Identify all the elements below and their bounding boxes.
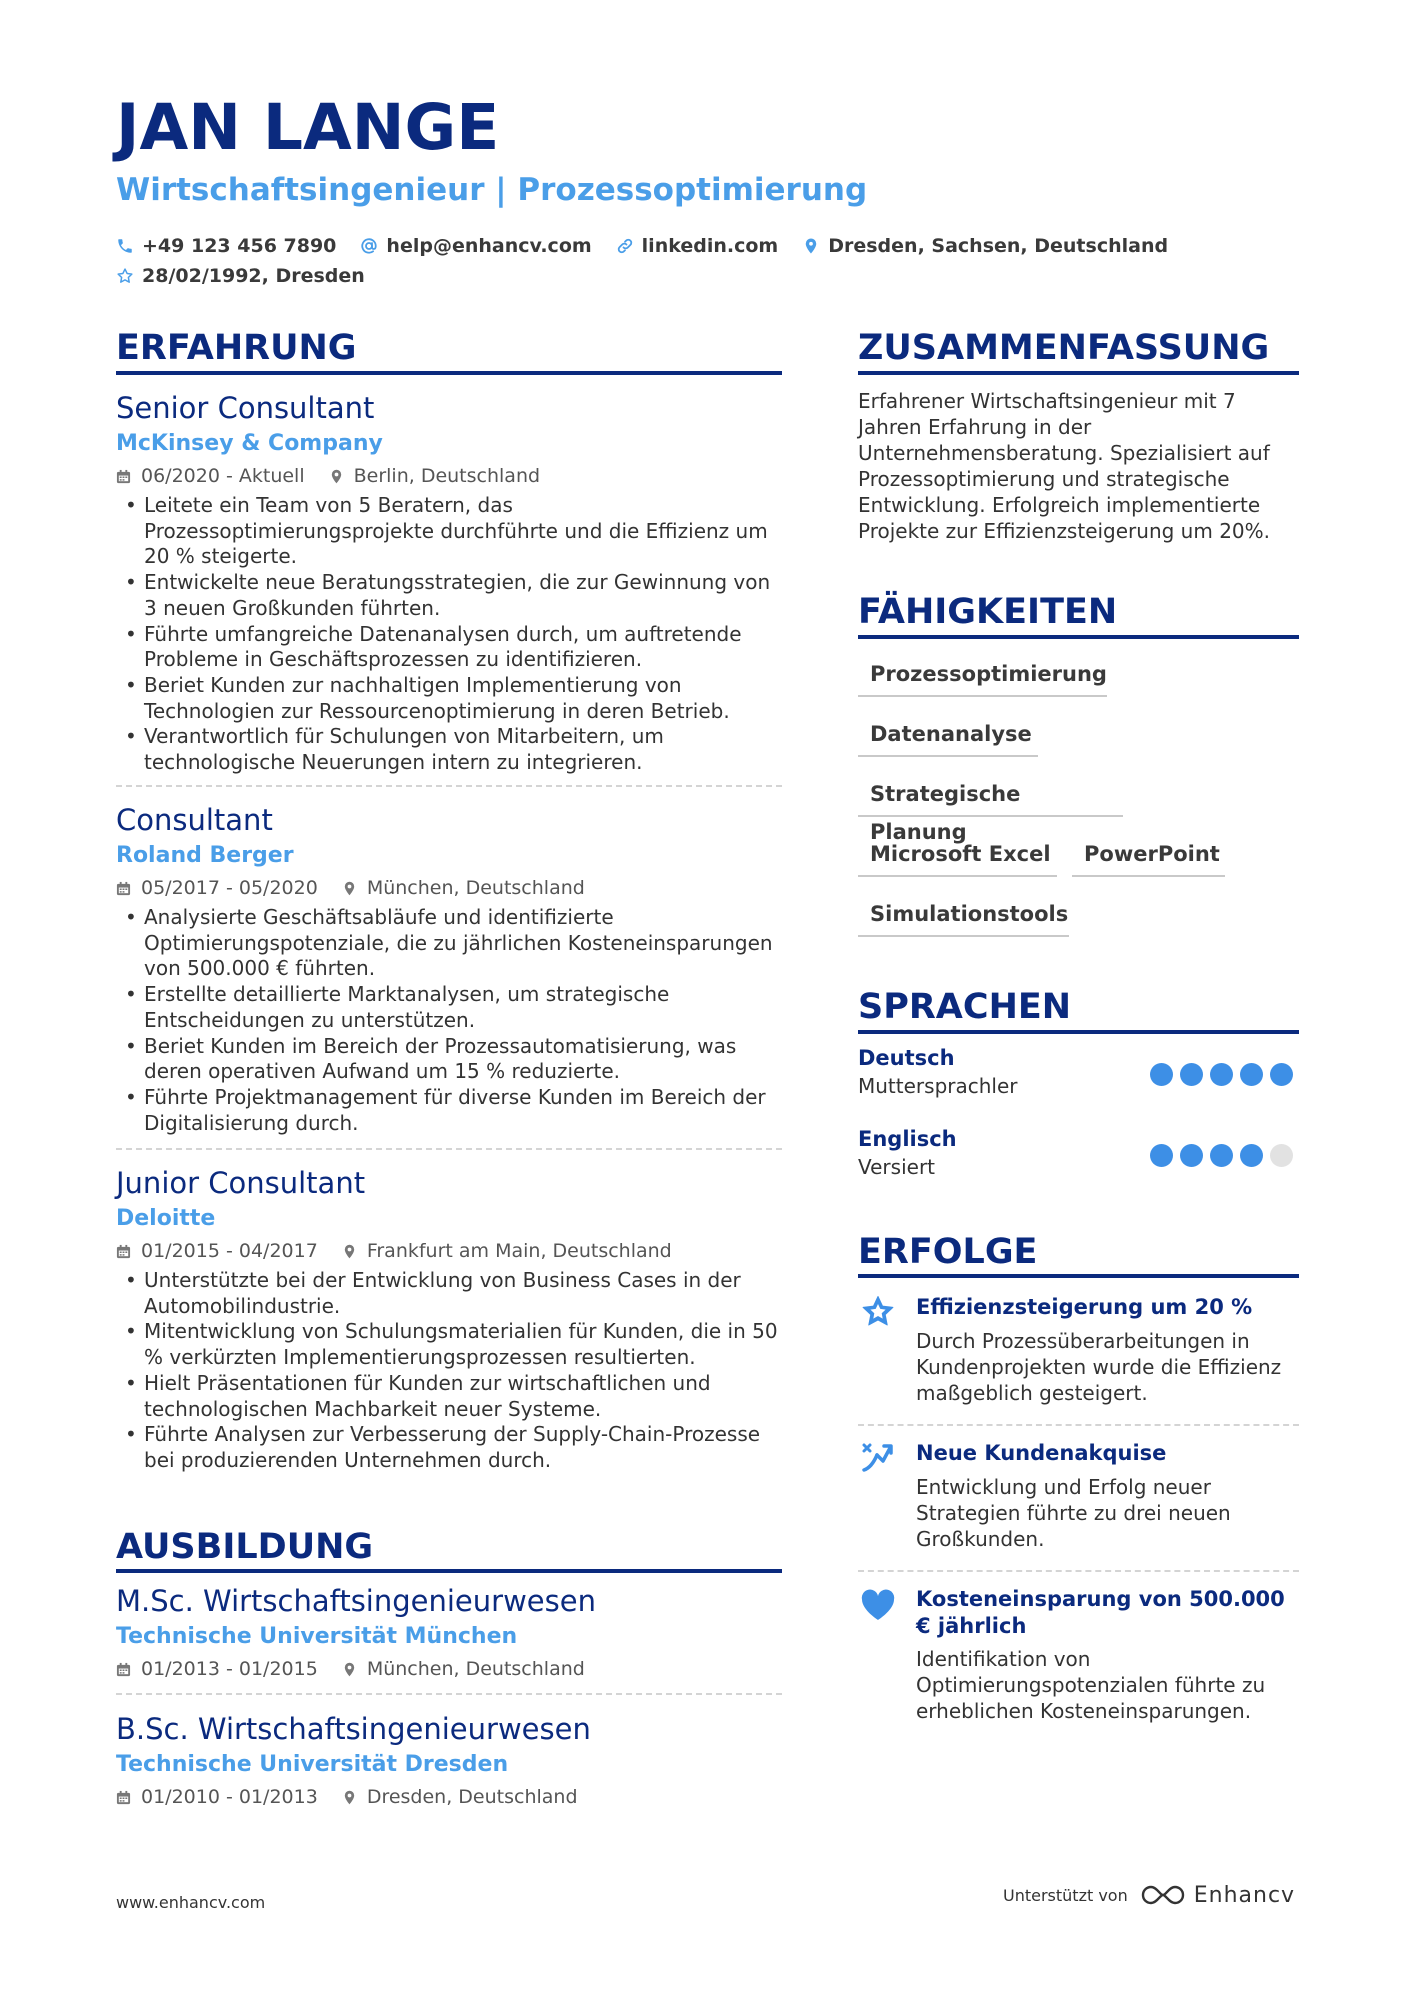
- language-name: Deutsch: [858, 1046, 955, 1070]
- company-name: McKinsey & Company: [116, 431, 383, 456]
- rating-dot: [1240, 1144, 1263, 1167]
- bullet-item: • Führte umfangreiche Datenanalysen durch, um auftretende Probleme in Geschäftsprozessen zu identifizieren.: [116, 622, 782, 673]
- languages-heading: SPRACHEN: [858, 987, 1072, 1027]
- achievement-title: Neue Kundenakquise: [916, 1441, 1167, 1465]
- job-entry: [116, 389, 782, 776]
- location-text: Dresden, Sachsen, Deutschland: [828, 235, 1169, 257]
- job-meta: [116, 1236, 782, 1266]
- achievements-rule: [858, 1274, 1299, 1278]
- rating-dot: [1270, 1063, 1293, 1086]
- experience-heading: ERFAHRUNG: [116, 328, 357, 368]
- calendar-icon: [116, 1244, 131, 1259]
- birth-item: [116, 265, 365, 287]
- school-name: Technische Universität Dresden: [116, 1752, 509, 1777]
- job-meta: [116, 461, 782, 491]
- education-entry: [116, 1582, 782, 1684]
- location-pin-icon: [342, 1790, 357, 1805]
- job-bullets: [116, 905, 782, 1136]
- job-meta: [116, 873, 782, 903]
- rating-dot: [1180, 1144, 1203, 1167]
- rating-dot: [1270, 1144, 1293, 1167]
- location-pin-icon: [342, 1244, 357, 1259]
- skills-heading: FÄHIGKEITEN: [858, 592, 1118, 632]
- education-location: Dresden, Deutschland: [342, 1782, 578, 1812]
- linkedin-text: linkedin.com: [641, 235, 779, 257]
- bullet-item: • Führte Analysen zur Verbesserung der Supply-Chain-Prozesse bei produzierenden Unternehmen durch.: [116, 1422, 782, 1473]
- location-pin-icon: [342, 881, 357, 896]
- bullet-item: • Verantwortlich für Schulungen von Mitarbeitern, um technologische Neuerungen intern zu integrieren.: [116, 724, 782, 775]
- growth-icon: [860, 1440, 896, 1476]
- linkedin-item[interactable]: [616, 235, 779, 257]
- education-location: München, Deutschland: [342, 1654, 585, 1684]
- job-bullets: [116, 1268, 782, 1474]
- location-pin-icon: [329, 469, 344, 484]
- job-dates: 06/2020 - Aktuell: [116, 461, 305, 491]
- bullet-item: • Erstellte detaillierte Marktanalysen, um strategische Entscheidungen zu unterstützen.: [116, 982, 782, 1033]
- birth-text: 28/02/1992, Dresden: [142, 265, 365, 287]
- rating-dot: [1210, 1063, 1233, 1086]
- divider: [116, 1148, 782, 1150]
- education-heading: AUSBILDUNG: [116, 1527, 374, 1567]
- summary-rule: [858, 371, 1299, 375]
- language-rating: [1150, 1144, 1300, 1167]
- achievement-item: [858, 1294, 1298, 1414]
- company-name: Deloitte: [116, 1206, 216, 1231]
- achievement-text: Durch Prozessüberarbeitungen in Kundenprojekten wurde die Effizienz maßgeblich gesteigert.: [916, 1329, 1282, 1405]
- skill-tag: Microsoft Excel: [858, 835, 1057, 877]
- job-bullets: [116, 493, 782, 776]
- email-text: help@enhancv.com: [386, 235, 592, 257]
- language-level: Versiert: [858, 1155, 936, 1179]
- rating-dot: [1180, 1063, 1203, 1086]
- skills-rule: [858, 635, 1299, 639]
- summary-heading: ZUSAMMENFASSUNG: [858, 328, 1270, 368]
- achievement-item: [858, 1586, 1298, 1726]
- bullet-item: • Beriet Kunden im Bereich der Prozessautomatisierung, was deren operativen Aufwand um 15 % reduzierte.: [116, 1034, 782, 1085]
- company-name: Roland Berger: [116, 843, 294, 868]
- divider: [858, 1424, 1299, 1426]
- languages-rule: [858, 1030, 1299, 1034]
- education-rule: [116, 1569, 782, 1573]
- brand-name: Enhancv: [1193, 1882, 1296, 1908]
- contact-info: [116, 231, 1316, 291]
- education-dates: 01/2013 - 01/2015: [116, 1654, 318, 1684]
- location-item: [802, 235, 1168, 257]
- rating-dot: [1240, 1063, 1263, 1086]
- experience-rule: [116, 371, 782, 375]
- bullet-item: • Mitentwicklung von Schulungsmaterialien für Kunden, die in 50 % verkürzten Implementierungsprozessen resultierten.: [116, 1319, 782, 1370]
- skill-tag: Datenanalyse: [858, 715, 1038, 757]
- job-entry: [116, 1164, 782, 1474]
- phone-item: [116, 235, 336, 257]
- bullet-item: • Beriet Kunden zur nachhaltigen Implementierung von Technologien zur Ressourcenoptimierung in deren Betrieb.: [116, 673, 782, 724]
- job-dates: 05/2017 - 05/2020: [116, 873, 318, 903]
- divider: [116, 785, 782, 787]
- job-location: Berlin, Deutschland: [329, 461, 540, 491]
- degree-title: B.Sc. Wirtschaftsingenieurwesen: [116, 1712, 591, 1746]
- job-location: Frankfurt am Main, Deutschland: [342, 1236, 672, 1266]
- education-meta: [116, 1782, 782, 1812]
- at-icon: [360, 237, 378, 255]
- achievement-title: Kosteneinsparung von 500.000 € jährlich: [916, 1587, 1285, 1638]
- language-level: Muttersprachler: [858, 1074, 1018, 1098]
- job-title: Senior Consultant: [116, 391, 375, 425]
- bullet-item: • Analysierte Geschäftsabläufe und identifizierte Optimierungspotenziale, die zu jährlichen Kosteneinsparungen von 500.000 € führten.: [116, 905, 782, 982]
- job-title: Junior Consultant: [116, 1166, 366, 1200]
- heart-icon: [860, 1588, 896, 1624]
- powered-by-text: Unterstützt von: [1003, 1885, 1128, 1905]
- job-location: München, Deutschland: [342, 873, 585, 903]
- education-meta: [116, 1654, 782, 1684]
- footer-brand: [1003, 1882, 1295, 1908]
- bullet-item: • Entwickelte neue Beratungsstrategien, die zur Gewinnung von 3 neuen Großkunden führten.: [116, 570, 782, 621]
- calendar-icon: [116, 1790, 131, 1805]
- summary-text: Erfahrener Wirtschaftsingenieur mit 7 Jahren Erfahrung in der Unternehmensberatung. Spezialisiert auf Prozessoptimierung und strategische Entwicklung. Erfolgreich implementierte Projekte zur Effizienzsteigerung um 20%.: [858, 389, 1271, 543]
- skill-tag: Simulationstools: [858, 895, 1069, 937]
- divider: [858, 1570, 1299, 1572]
- rating-dot: [1150, 1144, 1173, 1167]
- phone-icon: [116, 237, 134, 255]
- education-entry: [116, 1710, 782, 1812]
- language-name: Englisch: [858, 1127, 957, 1151]
- job-dates: 01/2015 - 04/2017: [116, 1236, 318, 1266]
- location-pin-icon: [342, 1662, 357, 1677]
- bullet-item: • Unterstützte bei der Entwicklung von Business Cases in der Automobilindustrie.: [116, 1268, 782, 1319]
- achievements-heading: ERFOLGE: [858, 1232, 1038, 1272]
- candidate-name: JAN LANGE: [116, 91, 500, 164]
- job-entry: [116, 801, 782, 1136]
- skill-tag: Strategische Planung: [858, 775, 1123, 817]
- calendar-icon: [116, 469, 131, 484]
- education-dates: 01/2010 - 01/2013: [116, 1782, 318, 1812]
- skill-tag: PowerPoint: [1072, 835, 1225, 877]
- star-outline-icon: [116, 267, 134, 285]
- school-name: Technische Universität München: [116, 1624, 518, 1649]
- enhancv-logo-icon: [1140, 1882, 1186, 1908]
- bullet-item: • Leitete ein Team von 5 Beratern, das Prozessoptimierungsprojekte durchführte und die Effizienz um 20 % steigerte.: [116, 493, 782, 570]
- calendar-icon: [116, 881, 131, 896]
- bullet-item: • Hielt Präsentationen für Kunden zur wirtschaftlichen und technologischen Machbarkeit neuer Systeme.: [116, 1371, 782, 1422]
- achievement-item: [858, 1440, 1298, 1560]
- job-title: Consultant: [116, 803, 273, 837]
- phone-text: +49 123 456 7890: [142, 235, 337, 257]
- achievement-title: Effizienzsteigerung um 20 %: [916, 1295, 1253, 1319]
- candidate-title: Wirtschaftsingenieur | Prozessoptimierung: [116, 172, 868, 208]
- skill-tag: Prozessoptimierung: [858, 655, 1107, 697]
- rating-dot: [1210, 1144, 1233, 1167]
- achievement-text: Identifikation von Optimierungspotenzialen führte zu erheblichen Kosteneinsparungen.: [916, 1647, 1266, 1723]
- email-item[interactable]: [360, 235, 591, 257]
- degree-title: M.Sc. Wirtschaftsingenieurwesen: [116, 1584, 596, 1618]
- star-icon: [860, 1294, 896, 1330]
- link-icon: [616, 237, 634, 255]
- location-pin-icon: [802, 237, 820, 255]
- language-rating: [1150, 1063, 1300, 1086]
- bullet-item: • Führte Projektmanagement für diverse Kunden im Bereich der Digitalisierung durch.: [116, 1085, 782, 1136]
- rating-dot: [1150, 1063, 1173, 1086]
- divider: [116, 1693, 782, 1695]
- achievement-text: Entwicklung und Erfolg neuer Strategien führte zu drei neuen Großkunden.: [916, 1475, 1231, 1551]
- calendar-icon: [116, 1662, 131, 1677]
- footer-website[interactable]: www.enhancv.com: [116, 1893, 266, 1912]
